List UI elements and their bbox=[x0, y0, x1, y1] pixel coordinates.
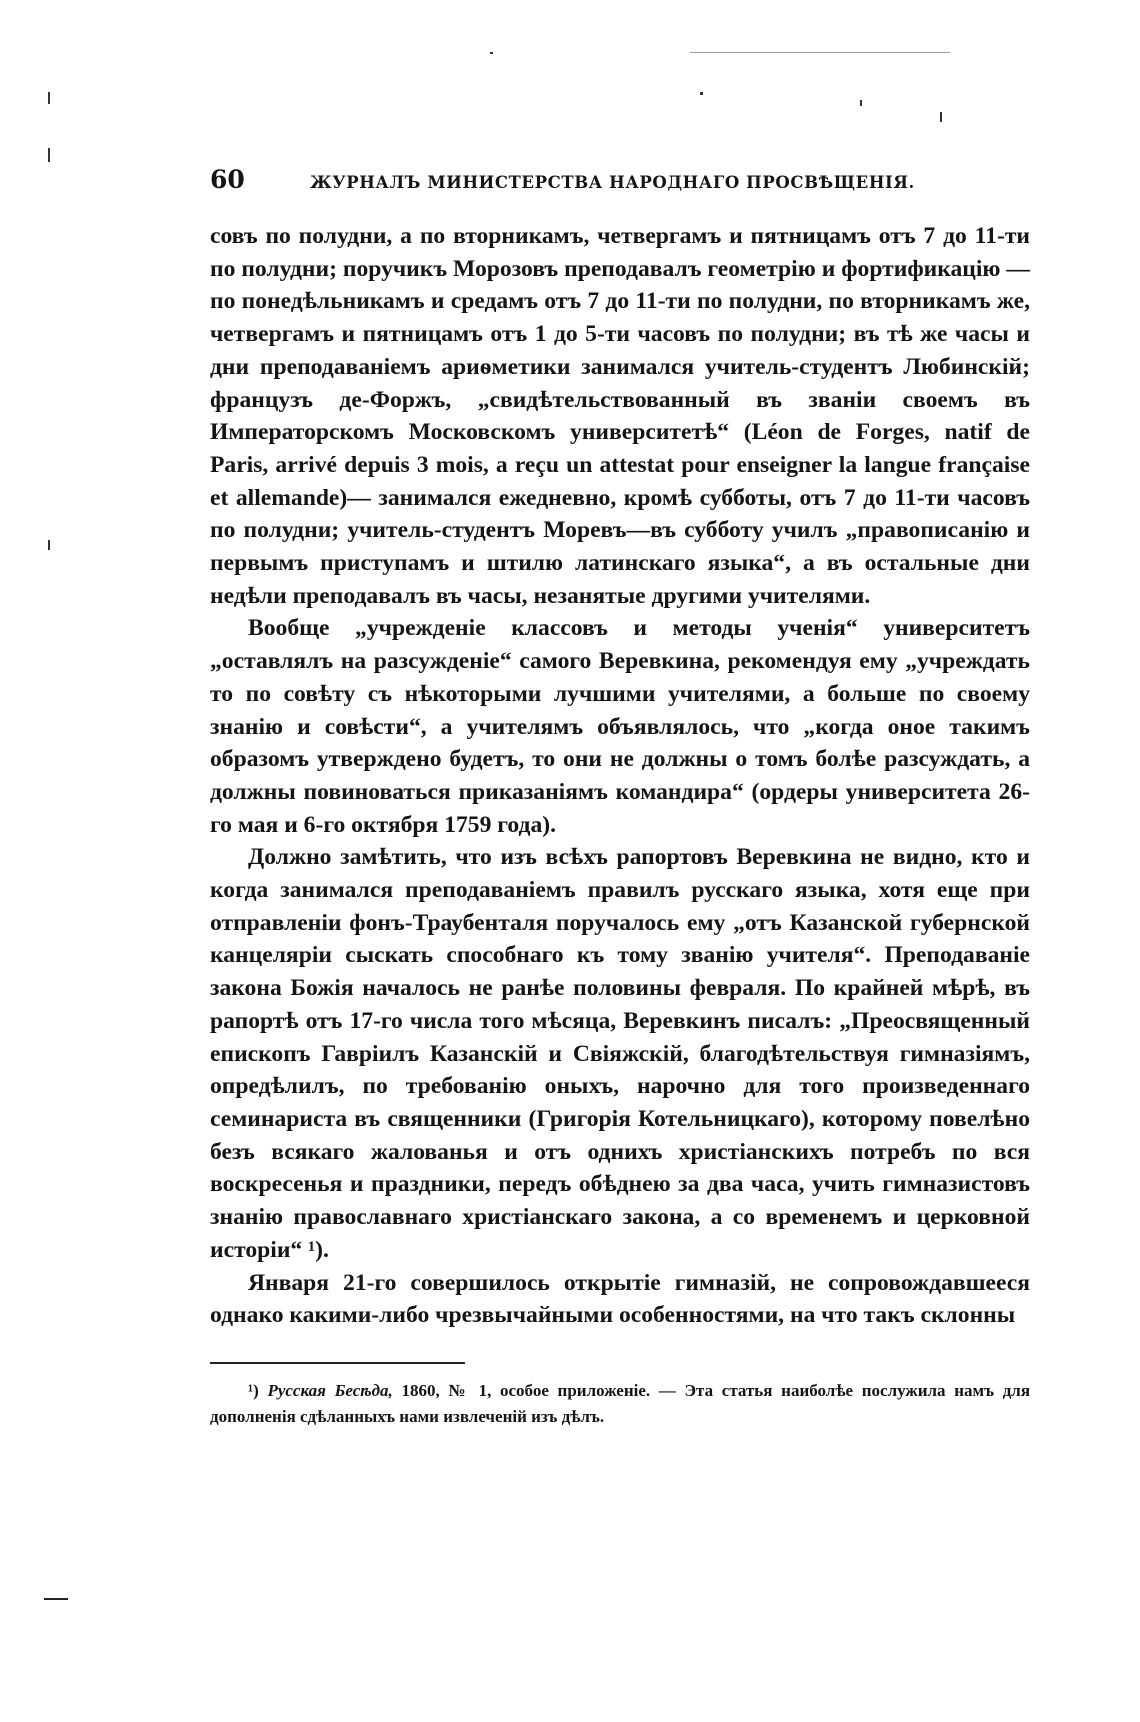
paragraph-3: Должно замѣтить, что изъ всѣхъ рапортовъ Веревкина не видно, кто и когда занимался преподаваніемъ правилъ русскаго языка, хотя еще при отправленіи фонъ-Траубенталя поручалось ему „отъ Казанской губернской канцеляріи сыскать способнаго къ тому званію учителя“. Преподаваніе закона Божія началось не ранѣе половины февраля. По крайней мѣрѣ, въ рапортѣ отъ 17-го числа того мѣсяца, Веревкинъ писалъ: „Преосвященный епископъ Гавріилъ Казанскій и Свіяжскій, благодѣтельствуя гимназіямъ, опредѣлилъ, по требованію оныхъ, нарочно для того произведеннаго семинариста въ священники (Григорія Котельницкаго), которому повелѣно безъ всякаго жалованья и отъ однихъ христіанскихъ потребъ по вся воскресенья и праздники, передъ обѣднею за два часа, учить гимназистовъ знанію православнаго христіанскаго закона, а со временемъ и церковной исторіи“ ¹). bbox=[210, 844, 1030, 1263]
footnote-text: 1860, № 1, особое приложеніе. — Эта статья наиболѣе послужила намъ для дополненія сдѣланныхъ нами извлеченій изъ дѣлъ. bbox=[210, 1380, 1031, 1426]
paragraph-2: Вообще „учрежденіе классовъ и методы ученія“ университетъ „оставлялъ на разсужденіе“ самого Веревкина, рекомендуя ему „учреждать то по совѣту съ нѣкоторыми лучшими учителями, а больше по своему знанію и совѣсти“, а учителямъ объявлялось, что „когда оное такимъ образомъ утверждено будетъ, то они не должны о томъ болѣе разсуждать, а должны повиноваться приказаніямъ командира“ (ордеры университета 26-го мая и 6-го октября 1759 года). bbox=[210, 615, 1030, 838]
page-header bbox=[210, 165, 1030, 194]
page-number: 60 bbox=[210, 165, 245, 194]
footnote bbox=[210, 1378, 1030, 1430]
footnote-marker: ¹) bbox=[248, 1380, 259, 1400]
page-body bbox=[210, 165, 1030, 1430]
paragraph-1: совъ по полудни, а по вторникамъ, четвергамъ и пятницамъ отъ 7 до 11-ти по полудни; поручикъ Морозовъ преподавалъ геометрію и фортификацію — по понедѣльникамъ и средамъ отъ 7 до 11-ти по полудни, по вторникамъ же, четвергамъ и пятницамъ отъ 1 до 5-ти часовъ по полудни; въ тѣ же часы и дни преподаваніемъ ариѳметики занимался учитель-студентъ Любинскій; французъ де-Форжъ, „свидѣтельствованный въ званіи своемъ въ Императорскомъ Московскомъ университетѣ“ (Léon de Forges, natif de Paris, arrivé depuis 3 mois, a reçu un attestat pour enseigner la langue française et allemande)— занимался ежедневно, кромѣ субботы, отъ 7 до 11-ти часовъ по полудни; учитель-студентъ Моревъ—въ субботу училъ „правописанію и первымъ приступамъ и штилю латинскаго языка“, а въ остальные дни недѣли преподавалъ въ часы, незанятые другими учителями. bbox=[210, 223, 1030, 609]
edge-mark bbox=[44, 1598, 68, 1600]
paragraph-4: Января 21-го совершилось открытіе гимназій, не сопровождавшееся однако какими-либо чрезвычайными особенностями, на что такъ склонны bbox=[210, 1269, 1030, 1329]
footnote-source: Русская Бесѣда, bbox=[267, 1380, 393, 1400]
scan-artifacts bbox=[0, 0, 1140, 140]
running-title: ЖУРНАЛЪ МИНИСТЕРСТВА НАРОДНАГО ПРОСВѢЩЕНІЯ. bbox=[310, 173, 915, 192]
footnote-divider bbox=[210, 1362, 465, 1364]
